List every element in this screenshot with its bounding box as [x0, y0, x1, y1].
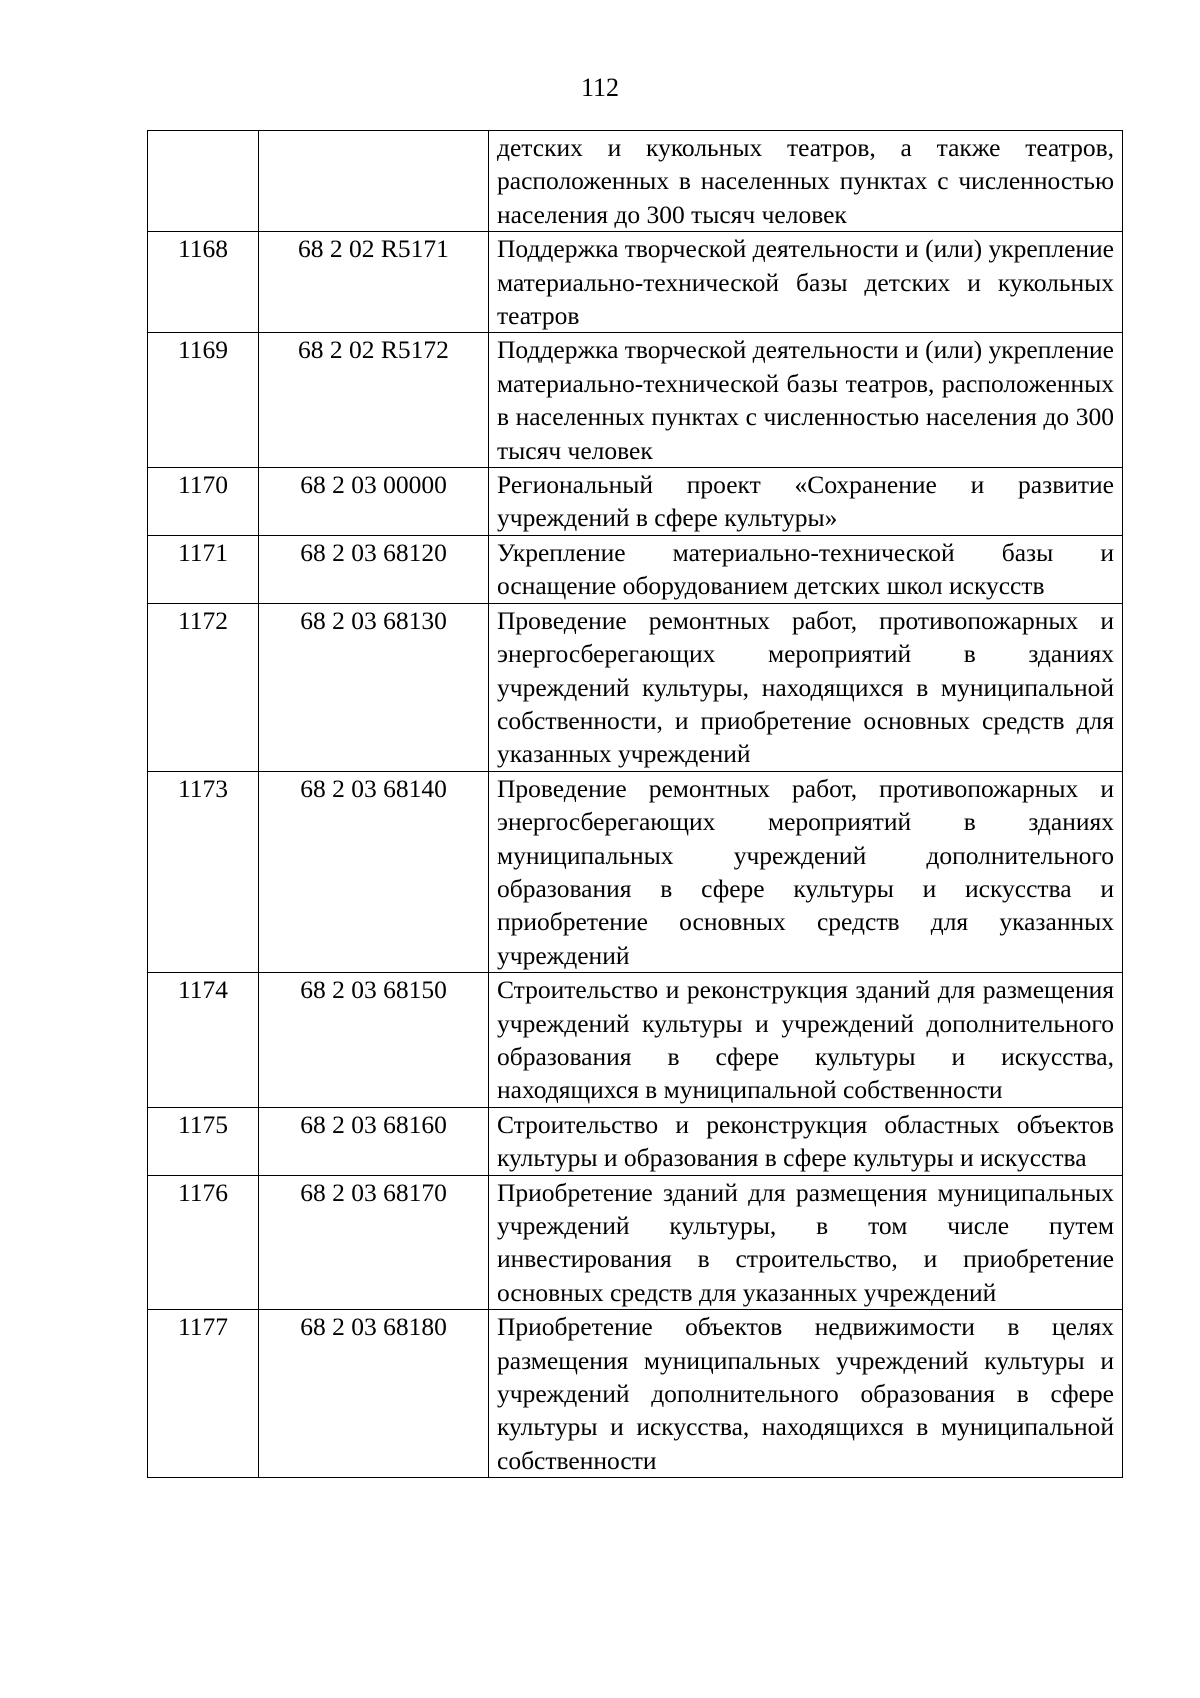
row-number-cell: 1168 [148, 232, 259, 333]
description-cell: Строительство и реконструкция областных объектов культуры и образования в сфере культуры и искусства [489, 1107, 1123, 1175]
budget-code-cell: 68 2 03 68140 [259, 771, 489, 972]
table-row [148, 333, 1123, 468]
row-number-cell: 1176 [148, 1175, 259, 1310]
table-row [148, 1175, 1123, 1310]
table-row [148, 131, 1123, 232]
row-number-cell: 1175 [148, 1107, 259, 1175]
budget-code-cell: 68 2 03 68130 [259, 603, 489, 771]
budget-codes-table [147, 130, 1123, 1478]
row-number-cell: 1171 [148, 535, 259, 603]
table-row [148, 232, 1123, 333]
table-row [148, 603, 1123, 771]
page-number: 112 [580, 73, 620, 102]
budget-code-cell: 68 2 03 00000 [259, 468, 489, 536]
budget-code-cell: 68 2 03 68150 [259, 973, 489, 1108]
description-cell: Поддержка творческой деятельности и (или) укрепление материально-технической базы детских и кукольных театров [489, 232, 1123, 333]
description-cell: Проведение ремонтных работ, противопожарных и энергосберегающих мероприятий в зданиях учреждений культуры, находящихся в муниципальной собственности, и приобретение основных средств для указанных учреждений [489, 603, 1123, 771]
row-number-cell: 1172 [148, 603, 259, 771]
description-cell: Поддержка творческой деятельности и (или) укрепление материально-технической базы театров, расположенных в населенных пунктах с численностью населения до 300 тысяч человек [489, 333, 1123, 468]
description-cell: Проведение ремонтных работ, противопожарных и энергосберегающих мероприятий в зданиях муниципальных учреждений дополнительного образования в сфере культуры и искусства и приобретение основных средств для указанных учреждений [489, 771, 1123, 972]
description-cell: Строительство и реконструкция зданий для размещения учреждений культуры и учреждений дополнительного образования в сфере культуры и искусства, находящихся в муниципальной собственности [489, 973, 1123, 1108]
description-cell: детских и кукольных театров, а также театров, расположенных в населенных пунктах с численностью населения до 300 тысяч человек [489, 131, 1123, 232]
description-cell: Укрепление материально-технической базы и оснащение оборудованием детских школ искусств [489, 535, 1123, 603]
budget-code-cell: 68 2 03 68180 [259, 1310, 489, 1478]
budget-code-cell: 68 2 02 R5171 [259, 232, 489, 333]
description-cell: Приобретение зданий для размещения муниципальных учреждений культуры, в том числе путем инвестирования в строительство, и приобретение основных средств для указанных учреждений [489, 1175, 1123, 1310]
budget-code-cell: 68 2 03 68120 [259, 535, 489, 603]
budget-code-cell [259, 131, 489, 232]
row-number-cell [148, 131, 259, 232]
table-row [148, 973, 1123, 1108]
table-row [148, 1107, 1123, 1175]
budget-code-cell: 68 2 02 R5172 [259, 333, 489, 468]
row-number-cell: 1174 [148, 973, 259, 1108]
row-number-cell: 1173 [148, 771, 259, 972]
table-row [148, 771, 1123, 972]
table-row [148, 535, 1123, 603]
table-row [148, 1310, 1123, 1478]
description-cell: Региональный проект «Сохранение и развитие учреждений в сфере культуры» [489, 468, 1123, 536]
row-number-cell: 1170 [148, 468, 259, 536]
description-cell: Приобретение объектов недвижимости в целях размещения муниципальных учреждений культуры и учреждений дополнительного образования в сфере культуры и искусства, находящихся в муниципальной собственности [489, 1310, 1123, 1478]
table-row [148, 468, 1123, 536]
row-number-cell: 1177 [148, 1310, 259, 1478]
budget-code-cell: 68 2 03 68170 [259, 1175, 489, 1310]
row-number-cell: 1169 [148, 333, 259, 468]
budget-code-cell: 68 2 03 68160 [259, 1107, 489, 1175]
